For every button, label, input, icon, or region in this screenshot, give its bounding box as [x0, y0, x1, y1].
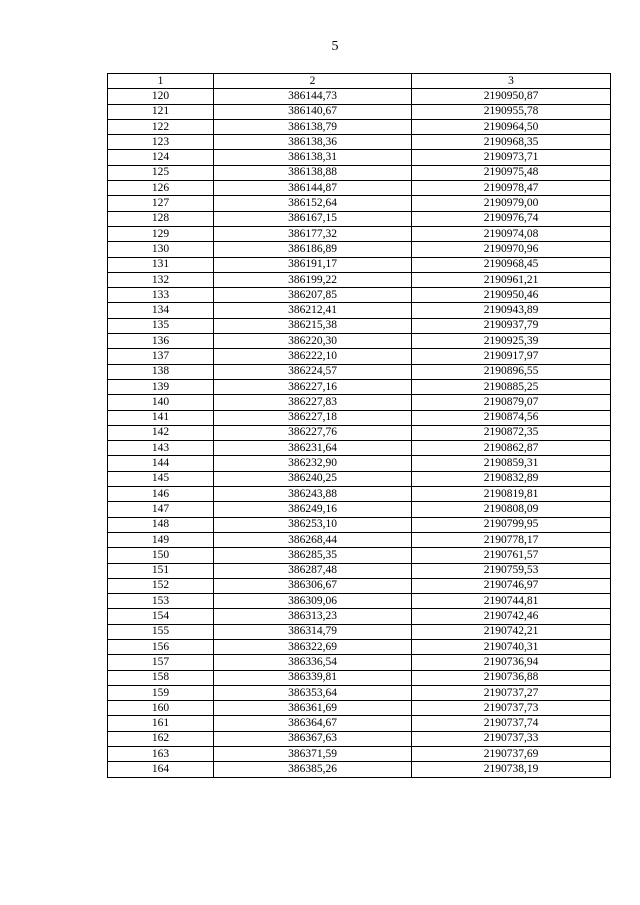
table-row	[108, 349, 611, 364]
point-number-cell: 159	[108, 685, 214, 700]
y-coordinate-cell: 2190978,47	[412, 181, 611, 196]
table-row	[108, 89, 611, 104]
y-coordinate-cell: 2190896,55	[412, 364, 611, 379]
table-row	[108, 685, 611, 700]
point-number-cell: 127	[108, 196, 214, 211]
x-coordinate-cell: 386285,35	[214, 548, 412, 563]
table-row	[108, 211, 611, 226]
point-number-cell: 148	[108, 517, 214, 532]
table-row	[108, 762, 611, 777]
x-coordinate-cell: 386253,10	[214, 517, 412, 532]
point-number-cell: 122	[108, 119, 214, 134]
point-number-cell: 156	[108, 639, 214, 654]
y-coordinate-cell: 2190950,46	[412, 288, 611, 303]
x-coordinate-cell: 386144,73	[214, 89, 412, 104]
y-coordinate-cell: 2190738,19	[412, 762, 611, 777]
table-row	[108, 257, 611, 272]
table-row	[108, 135, 611, 150]
y-coordinate-cell: 2190737,74	[412, 716, 611, 731]
x-coordinate-cell: 386371,59	[214, 747, 412, 762]
point-number-cell: 158	[108, 670, 214, 685]
x-coordinate-cell: 386220,30	[214, 334, 412, 349]
x-coordinate-cell: 386232,90	[214, 456, 412, 471]
y-coordinate-cell: 2190819,81	[412, 487, 611, 502]
table-row	[108, 532, 611, 547]
point-number-cell: 151	[108, 563, 214, 578]
table-row	[108, 364, 611, 379]
table-row	[108, 502, 611, 517]
y-coordinate-cell: 2190974,08	[412, 226, 611, 241]
y-coordinate-cell: 2190736,88	[412, 670, 611, 685]
y-coordinate-cell: 2190885,25	[412, 379, 611, 394]
y-coordinate-cell: 2190737,27	[412, 685, 611, 700]
table-row	[108, 181, 611, 196]
y-coordinate-cell: 2190744,81	[412, 594, 611, 609]
x-coordinate-cell: 386152,64	[214, 196, 412, 211]
point-number-cell: 137	[108, 349, 214, 364]
table-row	[108, 318, 611, 333]
table-header	[108, 74, 611, 89]
header-col-3: 3	[412, 74, 611, 89]
x-coordinate-cell: 386240,25	[214, 471, 412, 486]
point-number-cell: 128	[108, 211, 214, 226]
table-row	[108, 272, 611, 287]
point-number-cell: 120	[108, 89, 214, 104]
x-coordinate-cell: 386287,48	[214, 563, 412, 578]
table-row	[108, 165, 611, 180]
x-coordinate-cell: 386207,85	[214, 288, 412, 303]
y-coordinate-cell: 2190917,97	[412, 349, 611, 364]
table-row	[108, 425, 611, 440]
y-coordinate-cell: 2190970,96	[412, 242, 611, 257]
table-row	[108, 288, 611, 303]
table-row	[108, 410, 611, 425]
x-coordinate-cell: 386177,32	[214, 226, 412, 241]
table-row	[108, 471, 611, 486]
x-coordinate-cell: 386222,10	[214, 349, 412, 364]
point-number-cell: 130	[108, 242, 214, 257]
point-number-cell: 126	[108, 181, 214, 196]
point-number-cell: 138	[108, 364, 214, 379]
y-coordinate-cell: 2190975,48	[412, 165, 611, 180]
y-coordinate-cell: 2190761,57	[412, 548, 611, 563]
point-number-cell: 154	[108, 609, 214, 624]
y-coordinate-cell: 2190778,17	[412, 532, 611, 547]
point-number-cell: 136	[108, 334, 214, 349]
x-coordinate-cell: 386186,89	[214, 242, 412, 257]
y-coordinate-cell: 2190874,56	[412, 410, 611, 425]
x-coordinate-cell: 386309,06	[214, 594, 412, 609]
x-coordinate-cell: 386364,67	[214, 716, 412, 731]
y-coordinate-cell: 2190943,89	[412, 303, 611, 318]
y-coordinate-cell: 2190961,21	[412, 272, 611, 287]
table-row	[108, 517, 611, 532]
point-number-cell: 144	[108, 456, 214, 471]
y-coordinate-cell: 2190742,46	[412, 609, 611, 624]
point-number-cell: 143	[108, 441, 214, 456]
point-number-cell: 145	[108, 471, 214, 486]
table-row	[108, 624, 611, 639]
table-row	[108, 563, 611, 578]
point-number-cell: 162	[108, 731, 214, 746]
table-row	[108, 150, 611, 165]
table-row	[108, 701, 611, 716]
x-coordinate-cell: 386167,15	[214, 211, 412, 226]
table-row	[108, 487, 611, 502]
point-number-cell: 141	[108, 410, 214, 425]
y-coordinate-cell: 2190862,87	[412, 441, 611, 456]
y-coordinate-cell: 2190937,79	[412, 318, 611, 333]
y-coordinate-cell: 2190973,71	[412, 150, 611, 165]
x-coordinate-cell: 386191,17	[214, 257, 412, 272]
x-coordinate-cell: 386306,67	[214, 578, 412, 593]
x-coordinate-cell: 386339,81	[214, 670, 412, 685]
point-number-cell: 149	[108, 532, 214, 547]
table-row	[108, 104, 611, 119]
table-row	[108, 456, 611, 471]
table-row	[108, 609, 611, 624]
x-coordinate-cell: 386227,83	[214, 395, 412, 410]
header-col-2: 2	[214, 74, 412, 89]
point-number-cell: 133	[108, 288, 214, 303]
table-row	[108, 379, 611, 394]
point-number-cell: 153	[108, 594, 214, 609]
x-coordinate-cell: 386243,88	[214, 487, 412, 502]
point-number-cell: 161	[108, 716, 214, 731]
table-row	[108, 655, 611, 670]
point-number-cell: 147	[108, 502, 214, 517]
x-coordinate-cell: 386144,87	[214, 181, 412, 196]
table-row	[108, 303, 611, 318]
point-number-cell: 164	[108, 762, 214, 777]
y-coordinate-cell: 2190737,69	[412, 747, 611, 762]
table-body	[108, 89, 611, 777]
y-coordinate-cell: 2190759,53	[412, 563, 611, 578]
point-number-cell: 139	[108, 379, 214, 394]
x-coordinate-cell: 386353,64	[214, 685, 412, 700]
table-row	[108, 226, 611, 241]
table-row	[108, 395, 611, 410]
x-coordinate-cell: 386322,69	[214, 639, 412, 654]
point-number-cell: 125	[108, 165, 214, 180]
point-number-cell: 150	[108, 548, 214, 563]
y-coordinate-cell: 2190742,21	[412, 624, 611, 639]
point-number-cell: 160	[108, 701, 214, 716]
x-coordinate-cell: 386212,41	[214, 303, 412, 318]
point-number-cell: 152	[108, 578, 214, 593]
table-row	[108, 639, 611, 654]
x-coordinate-cell: 386138,36	[214, 135, 412, 150]
y-coordinate-cell: 2190925,39	[412, 334, 611, 349]
table-row	[108, 747, 611, 762]
y-coordinate-cell: 2190879,07	[412, 395, 611, 410]
y-coordinate-cell: 2190740,31	[412, 639, 611, 654]
point-number-cell: 132	[108, 272, 214, 287]
x-coordinate-cell: 386268,44	[214, 532, 412, 547]
point-number-cell: 146	[108, 487, 214, 502]
x-coordinate-cell: 386314,79	[214, 624, 412, 639]
point-number-cell: 163	[108, 747, 214, 762]
x-coordinate-cell: 386224,57	[214, 364, 412, 379]
x-coordinate-cell: 386385,26	[214, 762, 412, 777]
point-number-cell: 135	[108, 318, 214, 333]
y-coordinate-cell: 2190950,87	[412, 89, 611, 104]
y-coordinate-cell: 2190746,97	[412, 578, 611, 593]
point-number-cell: 142	[108, 425, 214, 440]
y-coordinate-cell: 2190859,31	[412, 456, 611, 471]
header-row	[108, 74, 611, 89]
table-row	[108, 334, 611, 349]
x-coordinate-cell: 386138,88	[214, 165, 412, 180]
y-coordinate-cell: 2190964,50	[412, 119, 611, 134]
x-coordinate-cell: 386215,38	[214, 318, 412, 333]
table-row	[108, 441, 611, 456]
x-coordinate-cell: 386367,63	[214, 731, 412, 746]
x-coordinate-cell: 386138,31	[214, 150, 412, 165]
coordinates-table	[107, 73, 611, 778]
x-coordinate-cell: 386336,54	[214, 655, 412, 670]
point-number-cell: 134	[108, 303, 214, 318]
point-number-cell: 121	[108, 104, 214, 119]
point-number-cell: 140	[108, 395, 214, 410]
x-coordinate-cell: 386140,67	[214, 104, 412, 119]
y-coordinate-cell: 2190979,00	[412, 196, 611, 211]
x-coordinate-cell: 386231,64	[214, 441, 412, 456]
y-coordinate-cell: 2190832,89	[412, 471, 611, 486]
y-coordinate-cell: 2190955,78	[412, 104, 611, 119]
point-number-cell: 131	[108, 257, 214, 272]
y-coordinate-cell: 2190976,74	[412, 211, 611, 226]
x-coordinate-cell: 386227,76	[214, 425, 412, 440]
table-row	[108, 119, 611, 134]
y-coordinate-cell: 2190737,33	[412, 731, 611, 746]
page-number: 5	[331, 39, 339, 54]
y-coordinate-cell: 2190968,45	[412, 257, 611, 272]
header-col-1: 1	[108, 74, 214, 89]
table-row	[108, 196, 611, 211]
y-coordinate-cell: 2190737,73	[412, 701, 611, 716]
y-coordinate-cell: 2190872,35	[412, 425, 611, 440]
x-coordinate-cell: 386199,22	[214, 272, 412, 287]
y-coordinate-cell: 2190968,35	[412, 135, 611, 150]
x-coordinate-cell: 386361,69	[214, 701, 412, 716]
table-row	[108, 594, 611, 609]
table-row	[108, 731, 611, 746]
y-coordinate-cell: 2190799,95	[412, 517, 611, 532]
point-number-cell: 157	[108, 655, 214, 670]
x-coordinate-cell: 386138,79	[214, 119, 412, 134]
x-coordinate-cell: 386227,16	[214, 379, 412, 394]
table-row	[108, 242, 611, 257]
point-number-cell: 155	[108, 624, 214, 639]
table-row	[108, 548, 611, 563]
point-number-cell: 123	[108, 135, 214, 150]
table-row	[108, 670, 611, 685]
y-coordinate-cell: 2190808,09	[412, 502, 611, 517]
point-number-cell: 124	[108, 150, 214, 165]
x-coordinate-cell: 386313,23	[214, 609, 412, 624]
point-number-cell: 129	[108, 226, 214, 241]
x-coordinate-cell: 386227,18	[214, 410, 412, 425]
table-row	[108, 578, 611, 593]
table-row	[108, 716, 611, 731]
y-coordinate-cell: 2190736,94	[412, 655, 611, 670]
x-coordinate-cell: 386249,16	[214, 502, 412, 517]
